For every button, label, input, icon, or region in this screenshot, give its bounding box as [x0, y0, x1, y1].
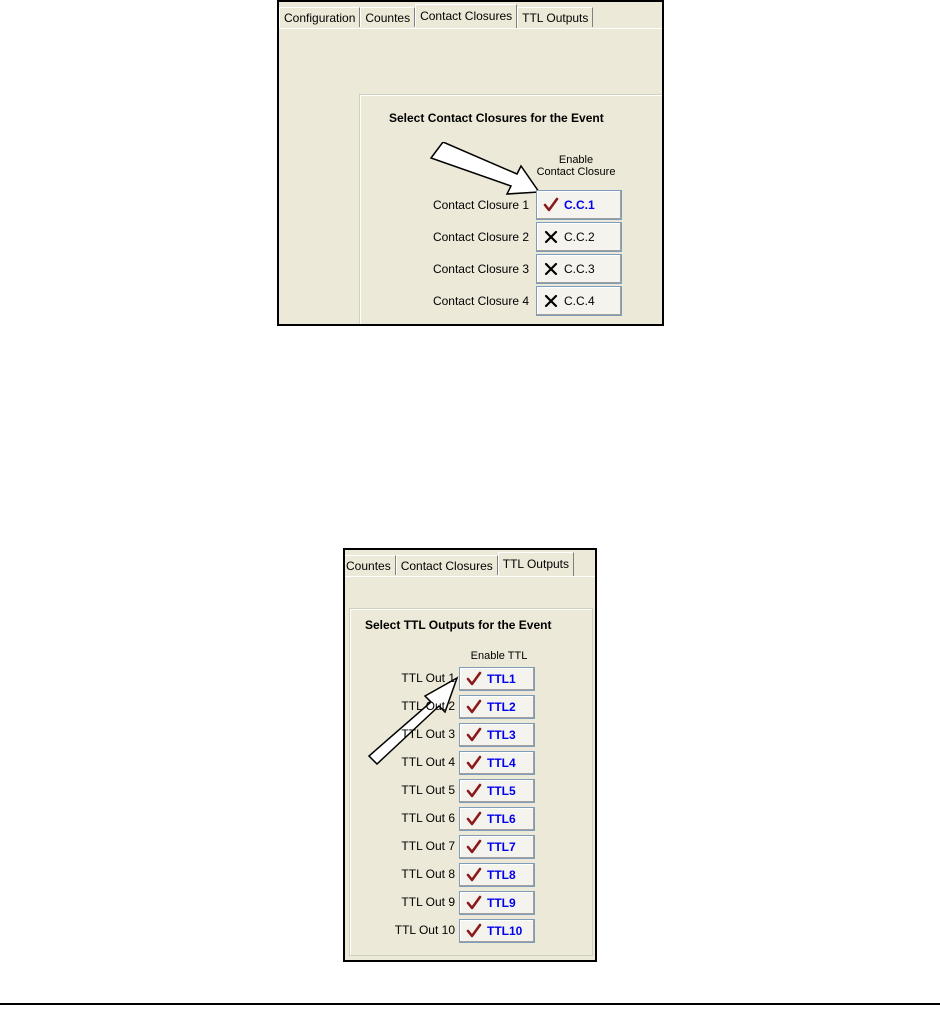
- button-label: TTL6: [487, 812, 516, 826]
- row-label: Contact Closure 4: [432, 294, 529, 308]
- row-label: TTL Out 1: [401, 671, 455, 685]
- enable-toggle-button[interactable]: [459, 835, 535, 859]
- button-label: TTL8: [487, 868, 516, 882]
- button-label: TTL2: [487, 700, 516, 714]
- ttl-outputs-screenshot: [343, 548, 597, 962]
- enable-toggle-button[interactable]: [459, 723, 535, 747]
- pointer-arrow-icon: [429, 142, 544, 202]
- button-label: TTL4: [487, 756, 516, 770]
- row-label: Contact Closure 2: [432, 230, 529, 244]
- button-label: TTL10: [487, 924, 523, 938]
- checkmark-icon: [466, 783, 487, 799]
- column-header-line2: Contact Closure: [536, 166, 616, 178]
- tab-contact-closures[interactable]: Contact Closures: [415, 4, 517, 28]
- checkmark-icon: [466, 839, 487, 855]
- checkmark-icon: [466, 727, 487, 743]
- page-divider: [0, 1003, 940, 1005]
- group-title: Select TTL Outputs for the Event: [365, 618, 552, 632]
- enable-toggle-button[interactable]: [459, 807, 535, 831]
- ttl-tab-strip: [343, 550, 574, 576]
- row-label: Contact Closure 3: [432, 262, 529, 276]
- tab-countes[interactable]: Countes: [360, 7, 415, 27]
- cc-tab-strip: [279, 2, 593, 28]
- button-label: C.C.3: [564, 262, 595, 276]
- tab-configuration[interactable]: Configuration: [279, 7, 360, 27]
- button-label: TTL9: [487, 896, 516, 910]
- enable-toggle-button[interactable]: [536, 190, 622, 220]
- row-label: Contact Closure 1: [432, 198, 529, 212]
- checkmark-icon: [466, 811, 487, 827]
- enable-toggle-button[interactable]: [536, 222, 622, 252]
- button-label: TTL3: [487, 728, 516, 742]
- button-label: C.C.2: [564, 230, 595, 244]
- button-label: C.C.1: [564, 198, 595, 212]
- button-label: TTL7: [487, 840, 516, 854]
- tab-divider: [279, 28, 662, 29]
- checkmark-icon: [466, 867, 487, 883]
- row-label: TTL Out 7: [401, 839, 455, 853]
- enable-toggle-button[interactable]: [459, 919, 535, 943]
- row-label: TTL Out 9: [401, 895, 455, 909]
- row-label: TTL Out 4: [401, 755, 455, 769]
- row-label: TTL Out 5: [401, 783, 455, 797]
- enable-toggle-button[interactable]: [459, 779, 535, 803]
- checkmark-icon: [466, 923, 487, 939]
- row-label: TTL Out 3: [401, 727, 455, 741]
- checkmark-icon: [466, 755, 487, 771]
- checkmark-icon: [466, 699, 487, 715]
- enable-toggle-button[interactable]: [459, 891, 535, 915]
- enable-toggle-button[interactable]: [536, 286, 622, 316]
- button-label: TTL1: [487, 672, 516, 686]
- row-label: TTL Out 6: [401, 811, 455, 825]
- button-label: C.C.4: [564, 294, 595, 308]
- contact-closures-screenshot: [277, 0, 664, 326]
- enable-toggle-button[interactable]: [459, 863, 535, 887]
- checkmark-icon: [466, 671, 487, 687]
- button-label: TTL5: [487, 784, 516, 798]
- x-mark-icon: [543, 229, 564, 245]
- enable-toggle-button[interactable]: [459, 667, 535, 691]
- column-header: [531, 154, 621, 178]
- group-title: Select Contact Closures for the Event: [389, 111, 604, 125]
- tab-ttl-outputs[interactable]: TTL Outputs: [498, 552, 574, 576]
- tab-ttl-outputs[interactable]: TTL Outputs: [517, 7, 593, 27]
- row-label: TTL Out 10: [394, 923, 455, 937]
- tab-contact-closures[interactable]: Contact Closures: [396, 555, 498, 575]
- x-mark-icon: [543, 261, 564, 277]
- tab-countes[interactable]: Countes: [343, 555, 396, 575]
- checkmark-icon: [543, 197, 564, 213]
- enable-toggle-button[interactable]: [459, 751, 535, 775]
- tab-divider: [345, 576, 595, 577]
- row-label: TTL Out 8: [401, 867, 455, 881]
- enable-toggle-button[interactable]: [459, 695, 535, 719]
- x-mark-icon: [543, 293, 564, 309]
- column-header-line1: Enable: [558, 154, 594, 166]
- row-label: TTL Out 2: [401, 699, 455, 713]
- checkmark-icon: [466, 895, 487, 911]
- column-header: Enable TTL: [470, 650, 528, 662]
- enable-toggle-button[interactable]: [536, 254, 622, 284]
